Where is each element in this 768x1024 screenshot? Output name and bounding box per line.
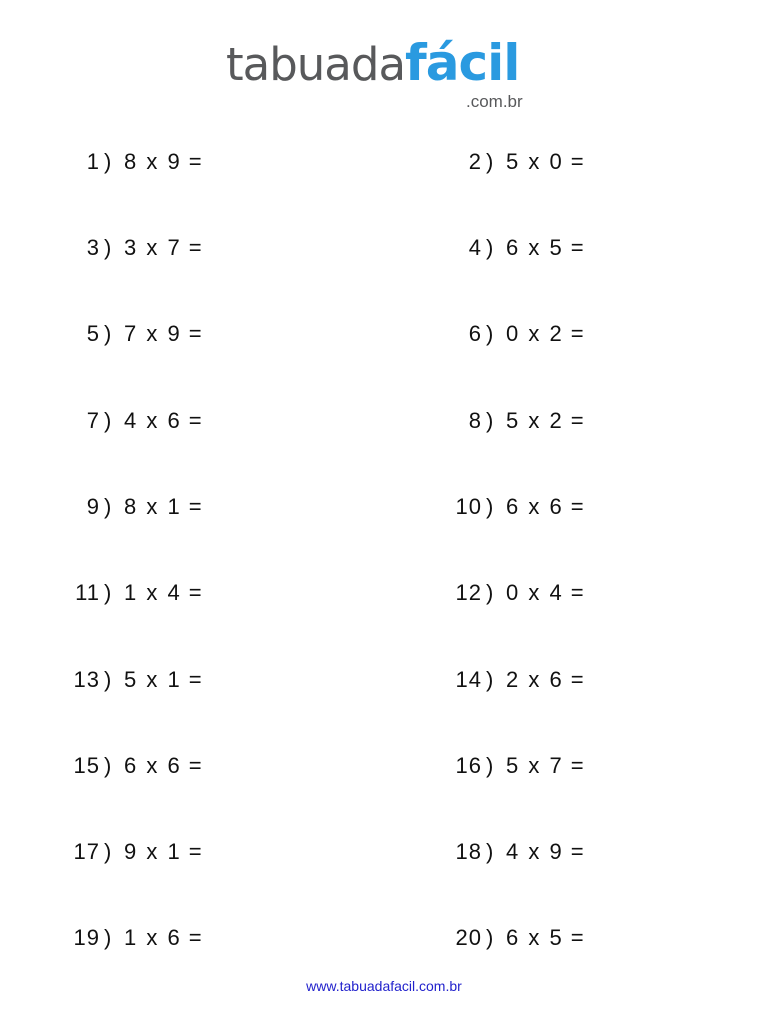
problem-number: 18: [455, 839, 482, 864]
problem-20: [440, 923, 585, 953]
problem-number: 11: [75, 580, 100, 605]
problem-paren: ): [104, 149, 113, 174]
problem-equals: =: [188, 494, 203, 519]
problem-number: 4: [468, 235, 482, 260]
problem-equals: =: [570, 321, 585, 346]
problem-expression: 9 x 1: [124, 839, 181, 864]
problem-number: 19: [73, 925, 100, 950]
problem-number: 8: [468, 408, 482, 433]
problem-number: 20: [455, 925, 482, 950]
problem-paren: ): [104, 408, 113, 433]
problem-equals: =: [570, 839, 585, 864]
problem-expression: 8 x 9: [124, 149, 181, 174]
problem-equals: =: [188, 235, 203, 260]
problem-equals: =: [570, 149, 585, 174]
problem-equals: =: [570, 753, 585, 778]
problem-paren: ): [104, 839, 113, 864]
problem-6: [440, 319, 585, 349]
problem-equals: =: [188, 925, 203, 950]
problem-expression: 6 x 5: [506, 235, 563, 260]
problem-equals: =: [570, 235, 585, 260]
problem-expression: 5 x 2: [506, 408, 563, 433]
problem-paren: ): [486, 494, 495, 519]
footer-website-link[interactable]: www.tabuadafacil.com.br: [306, 978, 462, 994]
problem-5: [58, 319, 203, 349]
problem-12: [440, 578, 585, 608]
problem-15: [58, 751, 203, 781]
problem-paren: ): [104, 494, 113, 519]
logo-domain: .com.br: [466, 92, 523, 111]
problem-number: 2: [468, 149, 482, 174]
logo-wordmark: [226, 34, 520, 92]
problem-number: 6: [468, 321, 482, 346]
problem-paren: ): [104, 667, 113, 692]
problem-expression: 4 x 6: [124, 408, 181, 433]
problem-equals: =: [188, 580, 203, 605]
problem-18: [440, 837, 585, 867]
problem-number: 15: [73, 753, 100, 778]
site-logo: [0, 30, 768, 120]
problem-equals: =: [188, 839, 203, 864]
problem-expression: 5 x 1: [124, 667, 181, 692]
problem-expression: 6 x 6: [506, 494, 563, 519]
problem-19: [58, 923, 203, 953]
problem-number: 13: [73, 667, 100, 692]
problem-paren: ): [486, 753, 495, 778]
problem-expression: 0 x 4: [506, 580, 563, 605]
problem-number: 9: [86, 494, 100, 519]
problem-1: [58, 147, 203, 177]
problem-number: 16: [455, 753, 482, 778]
problem-4: [440, 233, 585, 263]
logo-text-facil: fácil: [405, 34, 520, 92]
problem-paren: ): [486, 235, 495, 260]
problem-equals: =: [570, 667, 585, 692]
problem-paren: ): [486, 667, 495, 692]
problem-11: [58, 578, 203, 608]
problem-paren: ): [486, 408, 495, 433]
problem-expression: 4 x 9: [506, 839, 563, 864]
problem-equals: =: [188, 321, 203, 346]
problem-number: 1: [86, 149, 100, 174]
problem-paren: ): [104, 753, 113, 778]
problem-paren: ): [104, 235, 113, 260]
problem-expression: 1 x 4: [124, 580, 181, 605]
problem-equals: =: [570, 408, 585, 433]
problem-number: 10: [455, 494, 482, 519]
logo-text-tabuada: tabuada: [226, 38, 406, 91]
problem-number: 12: [455, 580, 482, 605]
problem-equals: =: [570, 925, 585, 950]
problem-3: [58, 233, 203, 263]
problem-equals: =: [188, 753, 203, 778]
problem-equals: =: [570, 580, 585, 605]
problem-equals: =: [188, 667, 203, 692]
problem-expression: 1 x 6: [124, 925, 181, 950]
problem-expression: 7 x 9: [124, 321, 181, 346]
problem-number: 7: [86, 408, 100, 433]
problem-expression: 2 x 6: [506, 667, 563, 692]
problem-9: [58, 492, 203, 522]
problem-7: [58, 406, 203, 436]
problem-number: 17: [73, 839, 100, 864]
problem-number: 3: [86, 235, 100, 260]
problem-number: 5: [86, 321, 100, 346]
problem-paren: ): [486, 321, 495, 346]
problem-equals: =: [188, 408, 203, 433]
problem-paren: ): [104, 321, 113, 346]
problem-equals: =: [188, 149, 203, 174]
problem-paren: ): [486, 839, 495, 864]
problem-paren: ): [104, 580, 113, 605]
problem-2: [440, 147, 585, 177]
problem-expression: 3 x 7: [124, 235, 181, 260]
problem-expression: 0 x 2: [506, 321, 563, 346]
problem-expression: 5 x 7: [506, 753, 563, 778]
problem-16: [440, 751, 585, 781]
problem-paren: ): [486, 925, 495, 950]
problem-expression: 8 x 1: [124, 494, 181, 519]
problem-17: [58, 837, 203, 867]
problem-expression: 6 x 5: [506, 925, 563, 950]
problem-number: 14: [455, 667, 482, 692]
problem-paren: ): [486, 149, 495, 174]
problem-paren: ): [486, 580, 495, 605]
problem-10: [440, 492, 585, 522]
problem-14: [440, 665, 585, 695]
problem-13: [58, 665, 203, 695]
problem-expression: 6 x 6: [124, 753, 181, 778]
problem-expression: 5 x 0: [506, 149, 563, 174]
problem-equals: =: [570, 494, 585, 519]
problem-8: [440, 406, 585, 436]
problem-paren: ): [104, 925, 113, 950]
